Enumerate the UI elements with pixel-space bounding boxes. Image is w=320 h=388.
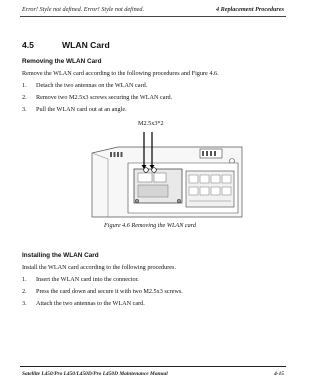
step-text: Press the card down and secure it with two M2.5x3 screws. xyxy=(36,288,183,295)
removing-intro: Remove the WLAN card according to the following procedures and Figure 4.6. xyxy=(22,70,219,77)
removing-step-3 xyxy=(22,106,127,113)
step-text: Insert the WLAN card into the connector. xyxy=(36,276,139,283)
step-number: 1. xyxy=(22,82,27,89)
installing-step-3 xyxy=(22,300,145,307)
section-number: 4.5 xyxy=(22,40,34,50)
section-title xyxy=(22,40,110,50)
step-number: 1. xyxy=(22,276,27,283)
step-text: Remove two M2.5x3 screws securing the WLAN card. xyxy=(36,94,173,101)
header-rule xyxy=(20,16,286,17)
installing-step-1 xyxy=(22,276,139,283)
screw-callout-label: M2.5x3*2 xyxy=(138,120,164,127)
installing-heading: Installing the WLAN Card xyxy=(22,252,99,259)
installing-intro: Install the WLAN card according to the following procedures. xyxy=(22,264,177,271)
step-number: 2. xyxy=(22,94,27,101)
section-name: WLAN Card xyxy=(62,40,110,50)
step-number: 2. xyxy=(22,288,27,295)
wlan-removal-illustration xyxy=(88,119,244,220)
running-header-left: Error! Style not defined. Error! Style not defined. xyxy=(22,6,145,13)
page-number: 4-15 xyxy=(274,371,284,377)
removing-step-2 xyxy=(22,94,172,101)
step-text: Pull the WLAN card out at an angle. xyxy=(36,106,127,113)
removing-heading: Removing the WLAN Card xyxy=(22,58,102,65)
footer-rule xyxy=(20,366,286,367)
step-text: Detach the two antennas on the WLAN card. xyxy=(36,82,148,89)
removing-step-1 xyxy=(22,82,147,89)
running-header-right: 4 Replacement Procedures xyxy=(215,6,284,13)
installing-step-2 xyxy=(22,288,183,295)
running-footer-left: Satellite L450/Pro L450/L450D/Pro L450D Maintenance Manual xyxy=(22,371,168,377)
step-text: Attach the two antennas to the WLAN card. xyxy=(36,300,145,307)
step-number: 3. xyxy=(22,106,27,113)
step-number: 3. xyxy=(22,300,27,307)
figure-caption: Figure 4.6 Removing the WLAN card xyxy=(104,222,196,229)
